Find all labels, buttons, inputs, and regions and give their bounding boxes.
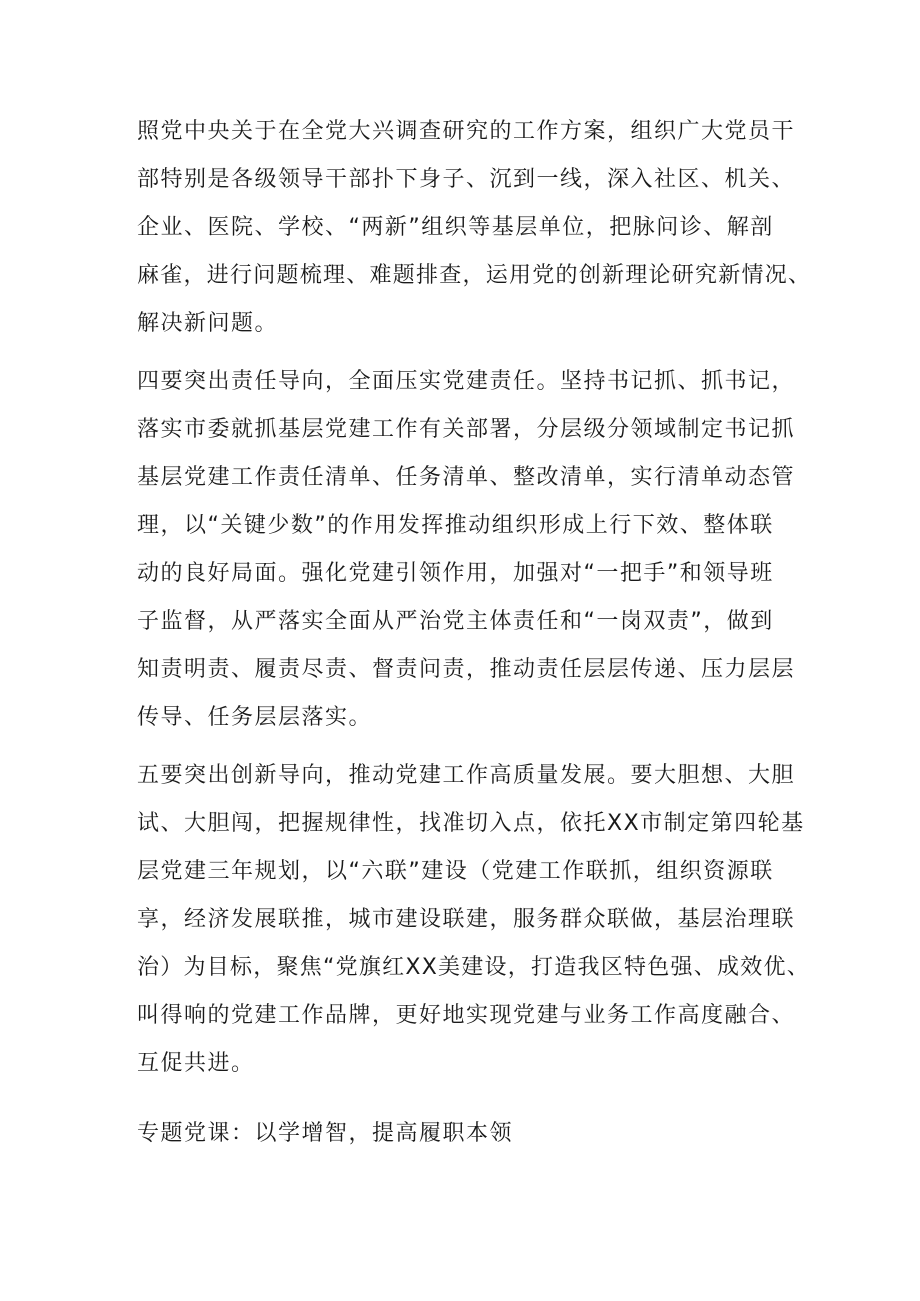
text-line: 部特别是各级领导干部扑下身子、沉到一线，深入社区、机关、 [137, 167, 796, 192]
text-line: 互促共进。 [137, 1051, 255, 1076]
text-line: 落实市委就抓基层党建工作有关部署，分层级分领域制定书记抓 [137, 417, 796, 442]
text-line: 享，经济发展联推，城市建设联建，服务群众联做，基层治理联 [137, 907, 796, 932]
text-line: 理，以“关键少数”的作用发挥推动组织形成上行下效、整体联 [137, 513, 774, 538]
paragraph-innovation-orientation [137, 752, 817, 1088]
text-line: 知责明责、履责尽责、督责问责，推动责任层层传递、压力层层 [137, 657, 796, 682]
text-line: 叫得响的党建工作品牌，更好地实现党建与业务工作高度融合、 [137, 1003, 796, 1028]
paragraph-survey-research [137, 108, 817, 348]
text-line: 治）为目标，聚焦“党旗红XX美建设，打造我区特色强、成效优、 [137, 955, 811, 980]
text-line: 照党中央关于在全党大兴调查研究的工作方案，组织广大党员干 [137, 119, 796, 144]
paragraph-responsibility-orientation [137, 358, 817, 742]
text-line: 层党建三年规划，以“六联”建设（党建工作联抓，组织资源联 [137, 859, 774, 884]
text-line: 基层党建工作责任清单、任务清单、整改清单，实行清单动态管 [137, 465, 796, 490]
section-heading-party-lecture [137, 1110, 817, 1158]
text-line: 试、大胆闯，把握规律性，找准切入点，依托XX市制定第四轮基 [137, 811, 805, 836]
text-line: 解决新问题。 [137, 311, 279, 336]
text-line: 动的良好局面。强化党建引领作用，加强对“一把手”和领导班 [137, 561, 774, 586]
text-line: 企业、医院、学校、“两新”组织等基层单位，把脉问诊、解剖 [137, 215, 774, 240]
text-line: 传导、任务层层落实。 [137, 705, 373, 730]
section-heading: 专题党课：以学增智，提高履职本领 [137, 1121, 514, 1146]
text-line: 四要突出责任导向，全面压实党建责任。坚持书记抓、抓书记， [137, 369, 796, 394]
text-line: 麻雀，进行问题梳理、难题排查，运用党的创新理论研究新情况、 [137, 263, 812, 288]
text-line: 子监督，从严落实全面从严治党主体责任和“一岗双责”，做到 [137, 609, 774, 634]
text-line: 五要突出创新导向，推动党建工作高质量发展。要大胆想、大胆 [137, 763, 796, 788]
